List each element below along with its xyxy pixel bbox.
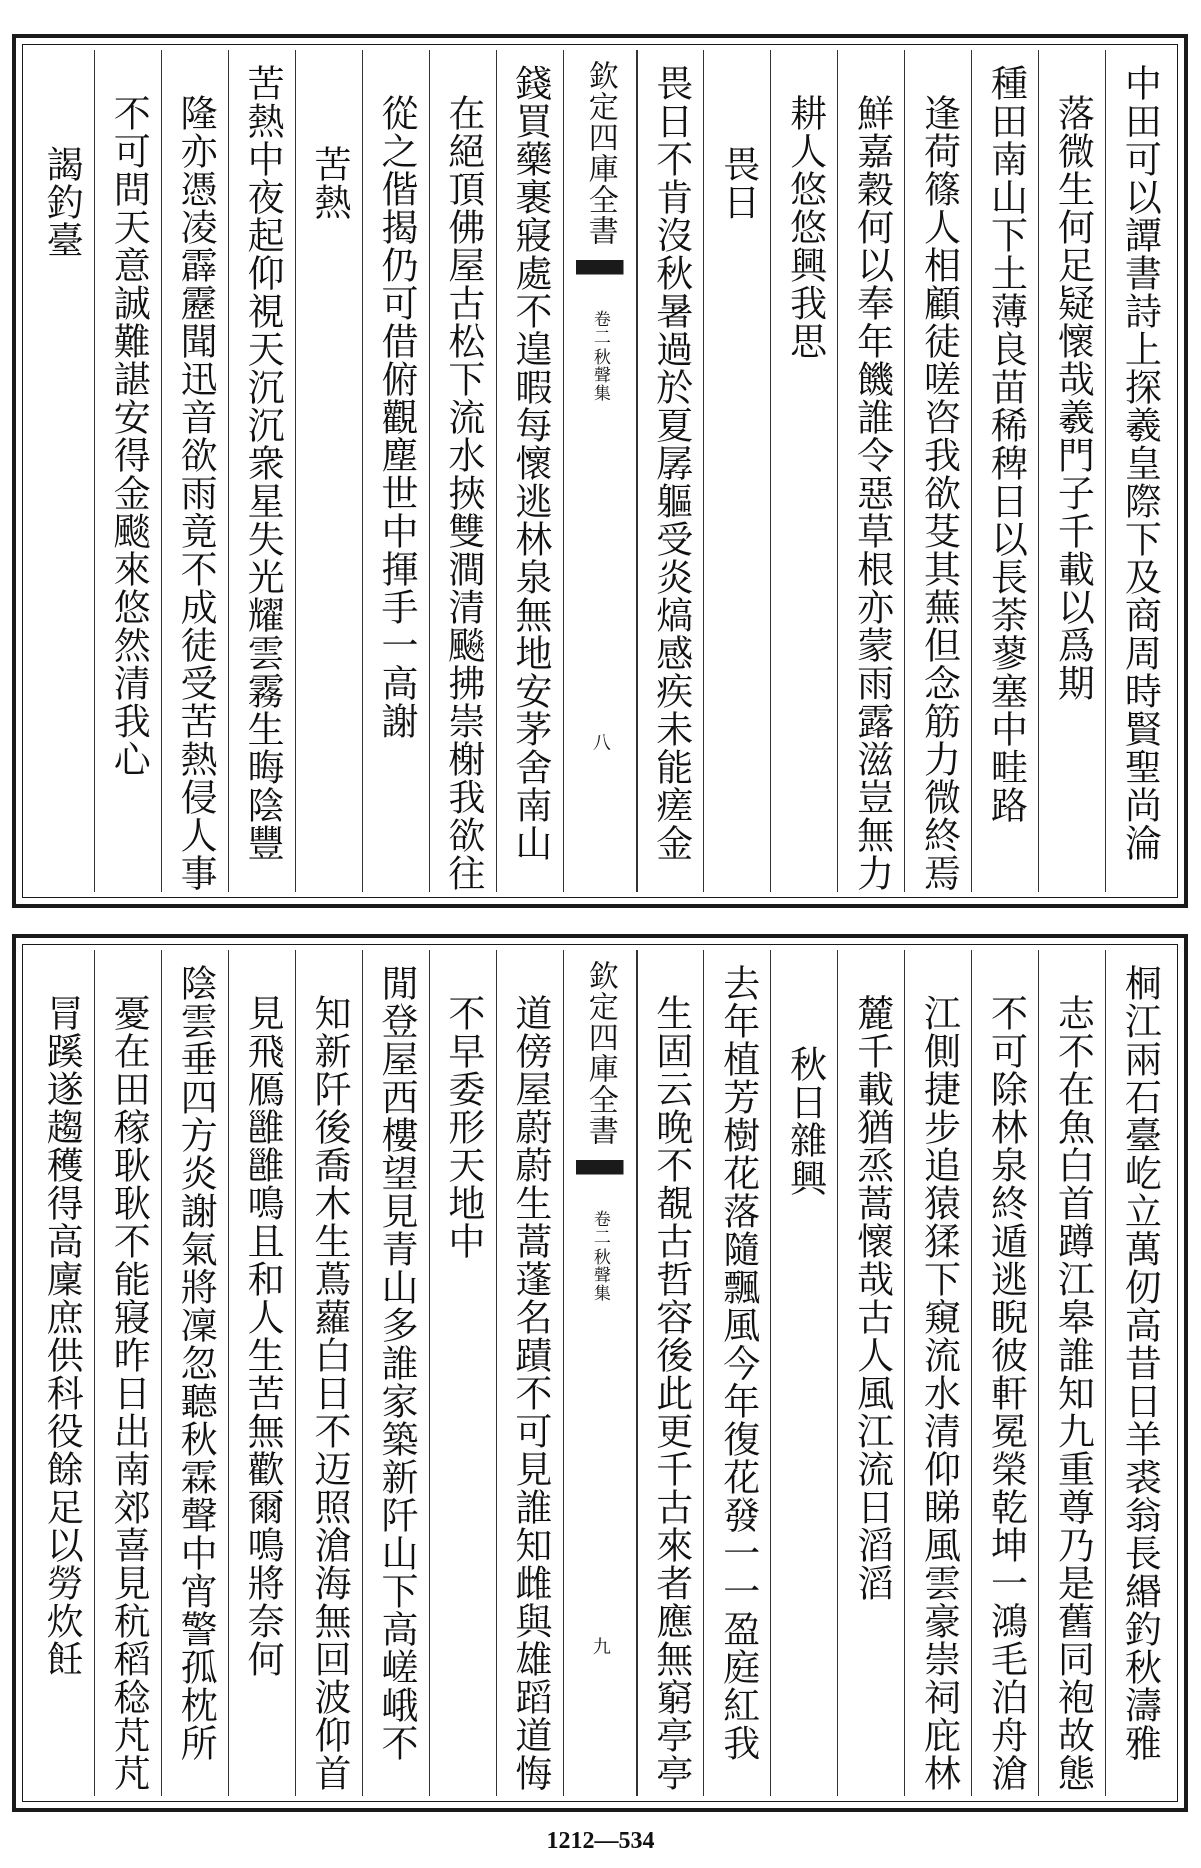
poem-title: 畏日 <box>703 50 770 892</box>
page-bottom <box>12 934 1188 1812</box>
text-column: 憂在田稼耿耿不能寢昨日出南郊喜見秔稻稔芃芃 <box>94 950 161 1796</box>
text-column: 不可問天意誠難諶安得金颷來悠然清我心 <box>94 50 161 892</box>
text-column: 隆亦憑凌霹靂聞迅音欲雨竟不成徒受苦熱侵人事 <box>161 50 228 892</box>
text-column: 中田可以譚書詩上探羲皇際下及商周時賢聖尚淪 <box>1105 50 1172 892</box>
fish-tail-mark <box>576 1160 624 1196</box>
poem-title: 秋日雜興 <box>770 950 837 1796</box>
text-column: 不早委形天地中 <box>429 950 496 1796</box>
text-column: 陰雲垂四方炎謝氣將凜忽聽秋霖聲中宵警孤枕所 <box>161 950 228 1796</box>
text-column: 知新阡後喬木生蔦蘿白日不迈照滄海無回波仰首 <box>295 950 362 1796</box>
text-column: 生固云晚不覩古哲容後此更千古來者應無窮亭亭 <box>637 950 704 1796</box>
book-info <box>590 310 609 402</box>
fish-tail-mark <box>576 260 624 296</box>
book-title: 欽定四庫全書 <box>582 960 618 1146</box>
book-name: 秋聲集 <box>589 1248 610 1302</box>
text-column: 閒登屋西樓望見青山多誰家築新阡山下高嵯峨不 <box>362 950 429 1796</box>
page-number: 1212—534 <box>546 1828 655 1854</box>
poem-title: 謁釣臺 <box>40 145 84 259</box>
text-column: 見飛鴈雝雝鳴且和人生苦無歡爾鳴將奈何 <box>228 950 295 1796</box>
text-column: 志不在魚白首蹲江皋誰知九重尊乃是舊同袍故態 <box>1038 950 1105 1796</box>
text-column: 去年植芳樹花落隨飄風今年復花發一一盈庭紅我 <box>703 950 770 1796</box>
text-column: 種田南山下土薄良苗稀稗日以長荼蓼塞中畦路 <box>971 50 1038 892</box>
text-columns <box>28 50 1172 892</box>
text-column: 畏日不肯沒秋暑過於夏孱軀受炎熇感疾未能瘥金 <box>637 50 704 892</box>
text-column: 道傍屋蔚蔚生蒿蓬名蹟不可見誰知雌與雄蹈道悔 <box>496 950 563 1796</box>
book-info <box>590 1210 609 1302</box>
text-column: 鮮嘉穀何以奉年饑誰令惡草根亦蒙雨露滋豈無力 <box>837 50 904 892</box>
text-column: 錢買藥裹寢處不遑暇每懷逃林泉無地安茅舍南山 <box>496 50 563 892</box>
book-name: 秋聲集 <box>589 348 610 402</box>
text-column: 逢荷篠人相顧徒嗟咨我欲芟其蕪但念筋力微終焉 <box>904 50 971 892</box>
text-column: 麓千載猶烝蒿懷哉古人風江流日滔滔 <box>837 950 904 1796</box>
book-title: 欽定四庫全書 <box>582 60 618 246</box>
text-column: 從之偕揭仍可借俯觀塵世中揮手一高謝 <box>362 50 429 892</box>
text-column: 桐江兩石臺屹立萬仞高昔日羊裘翁長緡釣秋濤雅 <box>1105 950 1172 1796</box>
text-column: 落微生何足疑懷哉羲門子千載以爲期 <box>1038 50 1105 892</box>
text-column: 苦熱中夜起仰視天沉沉衆星失光耀雲霧生晦陰豐 <box>228 50 295 892</box>
text-column: 冐蹊遂趨穫得高廩庶供科役餘足以勞炊飪 <box>40 994 84 1678</box>
volume-name: 卷二 <box>589 1210 610 1246</box>
text-column: 耕人悠悠興我思 <box>770 50 837 892</box>
page-top <box>12 34 1188 908</box>
text-column: 在絕頂佛屋古松下流水挾雙澗清飈拂崇榭我欲往 <box>429 50 496 892</box>
text-column: 不可除林泉終遁逃睨彼軒冕榮乾坤一鴻毛泊舟滄 <box>971 950 1038 1796</box>
center-fold <box>563 950 637 1796</box>
volume-name: 卷二 <box>589 310 610 346</box>
text-columns <box>28 950 1172 1796</box>
center-fold <box>563 50 637 892</box>
folio-number: 八 <box>589 733 611 752</box>
poem-title: 苦熱 <box>295 50 362 892</box>
text-column: 江側捷步追猿猱下窺流水清仰睇風雲豪崇祠庇林 <box>904 950 971 1796</box>
folio-number: 九 <box>589 1637 611 1656</box>
